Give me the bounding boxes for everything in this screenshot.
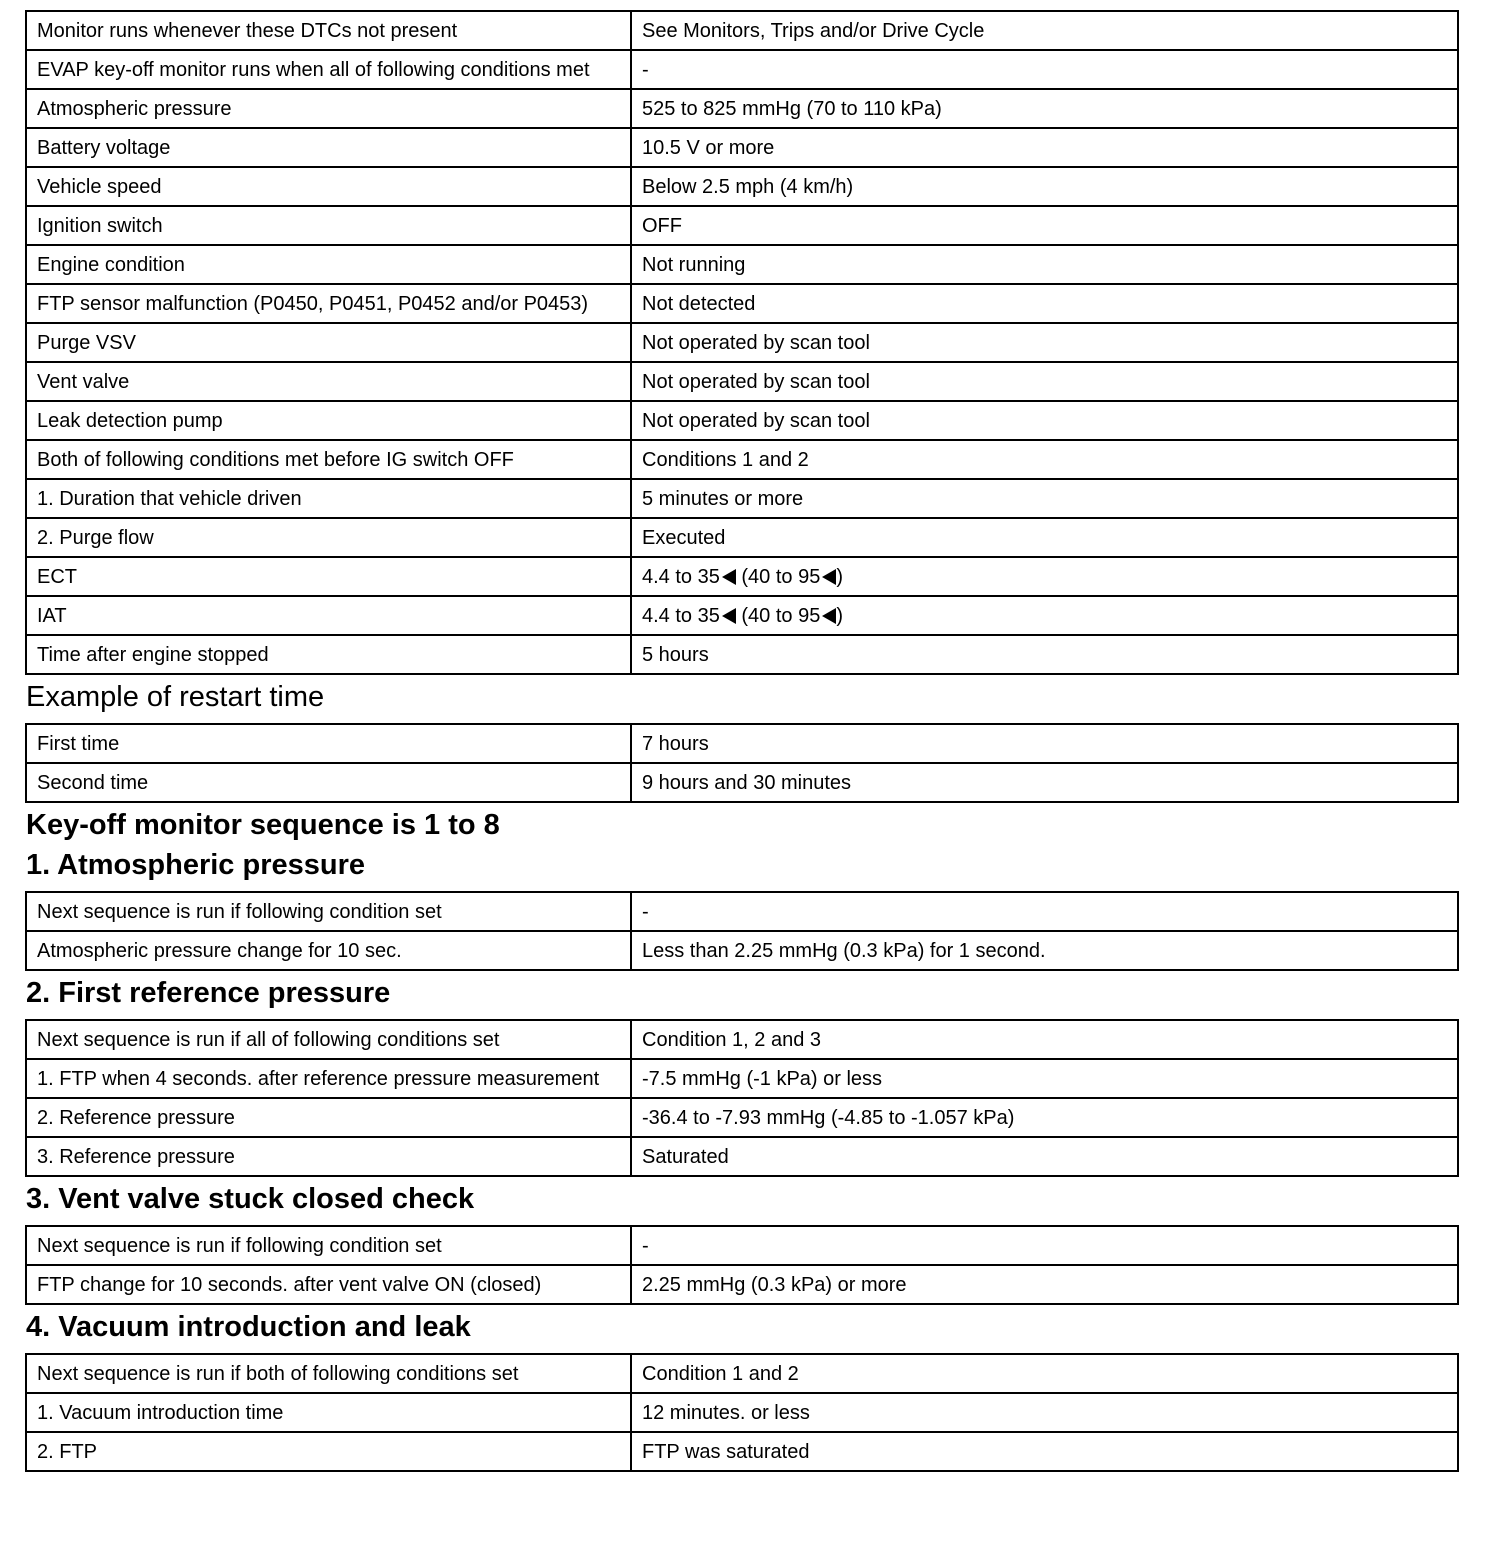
table-row xyxy=(26,128,1458,167)
table-row xyxy=(26,323,1458,362)
degree-arrow-icon xyxy=(822,608,836,624)
condition-cell: Second time xyxy=(26,763,631,802)
table-row xyxy=(26,1098,1458,1137)
value-cell xyxy=(631,557,1458,596)
value-cell: 5 hours xyxy=(631,635,1458,674)
value-cell: - xyxy=(631,1226,1458,1265)
value-cell: Less than 2.25 mmHg (0.3 kPa) for 1 second. xyxy=(631,931,1458,970)
value-cell: 5 minutes or more xyxy=(631,479,1458,518)
condition-cell: Next sequence is run if both of following conditions set xyxy=(26,1354,631,1393)
value-cell: Saturated xyxy=(631,1137,1458,1176)
condition-cell: EVAP key-off monitor runs when all of following conditions met xyxy=(26,50,631,89)
table-row xyxy=(26,1265,1458,1304)
condition-cell: Time after engine stopped xyxy=(26,635,631,674)
iat-value-part: 4.4 to 35 xyxy=(642,605,720,627)
value-cell: See Monitors, Trips and/or Drive Cycle xyxy=(631,11,1458,50)
value-cell: 10.5 V or more xyxy=(631,128,1458,167)
table-row xyxy=(26,89,1458,128)
value-cell: Executed xyxy=(631,518,1458,557)
condition-cell: Vent valve xyxy=(26,362,631,401)
table-row xyxy=(26,479,1458,518)
table-row xyxy=(26,284,1458,323)
condition-cell: ECT xyxy=(26,557,631,596)
value-cell: Condition 1 and 2 xyxy=(631,1354,1458,1393)
condition-cell: 3. Reference pressure xyxy=(26,1137,631,1176)
value-cell: Not detected xyxy=(631,284,1458,323)
table-row xyxy=(26,1226,1458,1265)
table-row xyxy=(26,1432,1458,1471)
value-cell: 525 to 825 mmHg (70 to 110 kPa) xyxy=(631,89,1458,128)
value-cell: 2.25 mmHg (0.3 kPa) or more xyxy=(631,1265,1458,1304)
table-row xyxy=(26,1137,1458,1176)
value-cell: 9 hours and 30 minutes xyxy=(631,763,1458,802)
table-row xyxy=(26,596,1458,635)
sequence-title: Key-off monitor sequence is 1 to 8 xyxy=(26,809,500,841)
table-row xyxy=(26,1020,1458,1059)
table-row xyxy=(26,931,1458,970)
table-row xyxy=(26,362,1458,401)
section-title: 2. First reference pressure xyxy=(26,977,391,1009)
degree-arrow-icon xyxy=(722,569,736,585)
restart-caption: Example of restart time xyxy=(26,681,325,713)
iat-value-part: ) xyxy=(836,605,844,627)
value-cell: -36.4 to -7.93 mmHg (-4.85 to -1.057 kPa) xyxy=(631,1098,1458,1137)
value-cell: -7.5 mmHg (-1 kPa) or less xyxy=(631,1059,1458,1098)
condition-cell: First time xyxy=(26,724,631,763)
degree-arrow-icon xyxy=(822,569,836,585)
monitor-conditions-table xyxy=(25,10,1459,675)
table-row xyxy=(26,557,1458,596)
degree-arrow-icon xyxy=(722,608,736,624)
condition-cell: 1. FTP when 4 seconds. after reference pressure measurement xyxy=(26,1059,631,1098)
table-row xyxy=(26,635,1458,674)
condition-cell: Both of following conditions met before IG switch OFF xyxy=(26,440,631,479)
section-table xyxy=(25,1225,1459,1305)
table-row xyxy=(26,206,1458,245)
condition-cell: Ignition switch xyxy=(26,206,631,245)
table-row xyxy=(26,892,1458,931)
section-table xyxy=(25,891,1459,971)
condition-cell: Next sequence is run if following condition set xyxy=(26,892,631,931)
section-table xyxy=(25,1019,1459,1177)
table-row xyxy=(26,167,1458,206)
iat-value-part: (40 to 95 xyxy=(735,605,821,627)
condition-cell: 1. Vacuum introduction time xyxy=(26,1393,631,1432)
value-cell: Not running xyxy=(631,245,1458,284)
section-title: 1. Atmospheric pressure xyxy=(26,849,365,881)
table-row xyxy=(26,50,1458,89)
section-title: 4. Vacuum introduction and leak xyxy=(26,1311,471,1343)
value-cell: - xyxy=(631,892,1458,931)
condition-cell: IAT xyxy=(26,596,631,635)
ect-value-part: (40 to 95 xyxy=(735,566,821,588)
condition-cell: Monitor runs whenever these DTCs not present xyxy=(26,11,631,50)
section-table xyxy=(25,1353,1459,1472)
condition-cell: Engine condition xyxy=(26,245,631,284)
table-row xyxy=(26,440,1458,479)
condition-cell: FTP sensor malfunction (P0450, P0451, P0452 and/or P0453) xyxy=(26,284,631,323)
value-cell xyxy=(631,596,1458,635)
table-row xyxy=(26,1059,1458,1098)
condition-cell: 2. FTP xyxy=(26,1432,631,1471)
condition-cell: Next sequence is run if following condition set xyxy=(26,1226,631,1265)
condition-cell: Atmospheric pressure change for 10 sec. xyxy=(26,931,631,970)
condition-cell: FTP change for 10 seconds. after vent valve ON (closed) xyxy=(26,1265,631,1304)
value-cell: Not operated by scan tool xyxy=(631,401,1458,440)
value-cell: FTP was saturated xyxy=(631,1432,1458,1471)
value-cell: Not operated by scan tool xyxy=(631,323,1458,362)
restart-time-table xyxy=(25,723,1459,803)
table-row xyxy=(26,1393,1458,1432)
value-cell: 7 hours xyxy=(631,724,1458,763)
condition-cell: 2. Reference pressure xyxy=(26,1098,631,1137)
condition-cell: Purge VSV xyxy=(26,323,631,362)
table-row xyxy=(26,518,1458,557)
table-row xyxy=(26,724,1458,763)
condition-cell: Vehicle speed xyxy=(26,167,631,206)
ect-value-part: 4.4 to 35 xyxy=(642,566,720,588)
condition-cell: Leak detection pump xyxy=(26,401,631,440)
section-title: 3. Vent valve stuck closed check xyxy=(26,1183,475,1215)
table-row xyxy=(26,401,1458,440)
value-cell: Below 2.5 mph (4 km/h) xyxy=(631,167,1458,206)
condition-cell: Next sequence is run if all of following conditions set xyxy=(26,1020,631,1059)
condition-cell: Battery voltage xyxy=(26,128,631,167)
document-page xyxy=(25,10,1457,1472)
condition-cell: 2. Purge flow xyxy=(26,518,631,557)
table-row xyxy=(26,11,1458,50)
value-cell: Not operated by scan tool xyxy=(631,362,1458,401)
value-cell: Conditions 1 and 2 xyxy=(631,440,1458,479)
table-row xyxy=(26,1354,1458,1393)
value-cell: 12 minutes. or less xyxy=(631,1393,1458,1432)
table-row xyxy=(26,245,1458,284)
value-cell: - xyxy=(631,50,1458,89)
table-row xyxy=(26,763,1458,802)
condition-cell: Atmospheric pressure xyxy=(26,89,631,128)
value-cell: OFF xyxy=(631,206,1458,245)
condition-cell: 1. Duration that vehicle driven xyxy=(26,479,631,518)
ect-value-part: ) xyxy=(836,566,844,588)
value-cell: Condition 1, 2 and 3 xyxy=(631,1020,1458,1059)
